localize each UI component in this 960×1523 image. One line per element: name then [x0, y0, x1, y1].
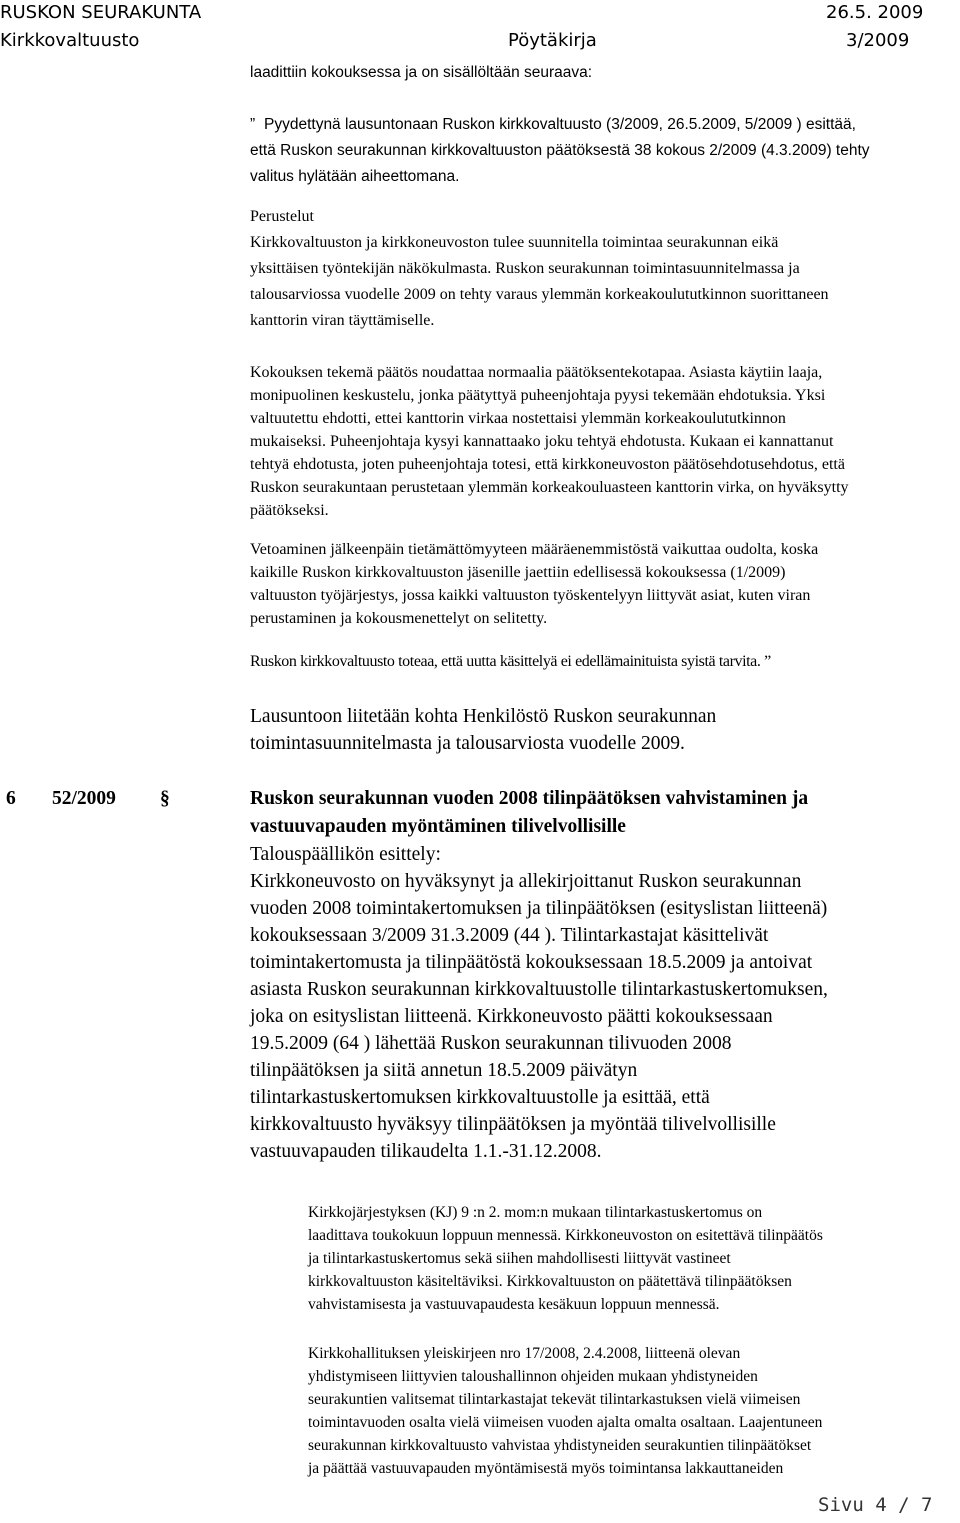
- item-code: 52/2009: [52, 788, 116, 809]
- item-title-line: Ruskon seurakunnan vuoden 2008 tilinpäätöksen vahvistaminen ja: [250, 788, 809, 809]
- item-body-line: 19.5.2009 (64 ) lähettää Ruskon seurakunnan tilivuoden 2008: [250, 1033, 732, 1054]
- paragraph-line: valtuuston työjärjestys, jossa kaikki valtuuston työskentelyyn liittyvät asiat, kuten viran: [250, 587, 811, 604]
- quote-open-mark: ”: [250, 116, 256, 133]
- paragraph-line: toimintasuunnitelmasta ja talousarviosta vuodelle 2009.: [250, 733, 685, 754]
- item-body-line: asiasta Ruskon seurakunnan kirkkovaltuustolle tilintarkastuskertomuksen,: [250, 979, 828, 1000]
- conclusion-line: [250, 653, 771, 671]
- paragraph-line: ja tilintarkastuskertomus sekä siihen mahdollisesti liittyvät vastineet: [308, 1250, 731, 1267]
- paragraph-line: Ruskon seurakuntaan perustetaan ylemmän korkeakouluasteen kanttorin virka, on hyväksytty: [250, 479, 849, 496]
- conclusion-text: Ruskon kirkkovaltuusto toteaa, että uutta käsittelyä ei edellämainituista syistä tarvita.: [250, 653, 761, 670]
- item-body-line: tilintarkastuskertomuksen kirkkovaltuustolle ja esittää, että: [250, 1087, 710, 1108]
- perustelut-line: Kirkkovaltuuston ja kirkkoneuvoston tulee suunnitella toimintaa seurakunnan eikä: [250, 234, 779, 251]
- perustelut-heading: Perustelut: [250, 208, 314, 225]
- item-body-line: toimintakertomusta ja tilinpäätöstä kokouksessaan 18.5.2009 ja antoivat: [250, 952, 813, 973]
- paragraph-line: tehtyä ehdotusta, joten puheenjohtaja totesi, että kirkkoneuvoston päätösehdotusehdotus, että: [250, 456, 845, 473]
- proposer-label: Talouspäällikön esittely:: [250, 844, 441, 865]
- perustelut-line: talousarviossa vuodelle 2009 on tehty varaus ylemmän korkeakoulututkinnon suorittaneen: [250, 286, 829, 303]
- paragraph-line: kirkkovaltuuston käsiteltäviksi. Kirkkovaltuuston on päätettävä tilinpäätöksen: [308, 1273, 792, 1290]
- document-number: 3/2009: [846, 30, 910, 51]
- page-header-row-1: [0, 0, 960, 26]
- paragraph-line: seurakuntien valitsemat tilintarkastajat tekevät tilintarkastuksen vielä viimeisen: [308, 1391, 801, 1408]
- document-type: Pöytäkirja: [508, 30, 597, 51]
- page-header-row-2: [0, 28, 960, 54]
- item-number: 6: [6, 788, 16, 809]
- quote-line: Pyydettynä lausuntonaan Ruskon kirkkovaltuusto (3/2009, 26.5.2009, 5/2009 ) esittää,: [264, 116, 856, 133]
- item-body-line: vastuuvapauden tilikaudelta 1.1.-31.12.2008.: [250, 1141, 602, 1162]
- item-body-line: kirkkovaltuusto hyväksyy tilinpäätöksen ja myöntää tilivelvollisille: [250, 1114, 776, 1135]
- paragraph-line: ja päättää vastuuvapauden myöntämisestä myös toimintansa lakkauttaneiden: [308, 1460, 784, 1477]
- paragraph-line: toimintavuoden osalta vielä viimeisen vuoden ajalta omalta osaltaan. Laajentuneen: [308, 1414, 823, 1431]
- paragraph-line: valtuutettu ehdotti, ettei kanttorin virkaa nostettaisi ylemmän korkeakoulututkinnon: [250, 410, 786, 427]
- paragraph-line: Vetoaminen jälkeenpäin tietämättömyyteen määräenemmistöstä vaikuttaa oudolta, koska: [250, 541, 819, 558]
- meeting-date: 26.5. 2009: [826, 2, 924, 23]
- paragraph-line: monipuolinen keskustelu, jonka päätyttyä puheenjohtaja pyysi tekemään ehdotuksia. Yksi: [250, 387, 826, 404]
- paragraph-line: kaikille Ruskon kirkkovaltuuston jäsenille jaettiin edellisessä kokouksessa (1/2009): [250, 564, 786, 581]
- paragraph-line: Kirkkohallituksen yleiskirjeen nro 17/2008, 2.4.2008, liitteenä olevan: [308, 1345, 741, 1362]
- item-body-line: tilinpäätöksen ja siitä annetun 18.5.2009 päivätyn: [250, 1060, 638, 1081]
- quote-close-mark: ”: [760, 653, 771, 670]
- paragraph-line: perustaminen ja kokousmenettelyt on selitetty.: [250, 610, 548, 627]
- item-body-line: Kirkkoneuvosto on hyväksynyt ja allekirjoittanut Ruskon seurakunnan: [250, 871, 802, 892]
- body-name: Kirkkovaltuusto: [0, 30, 140, 51]
- page-number: Sivu 4 / 7: [818, 1494, 933, 1516]
- paragraph-line: laadittava toukokuun loppuun mennessä. Kirkkoneuvoston on esitettävä tilinpäätös: [308, 1227, 823, 1244]
- paragraph-line: Kokouksen tekemä päätös noudattaa normaalia päätöksentekotapaa. Asiasta käytiin laaja,: [250, 364, 823, 381]
- paragraph-line: seurakunnan kirkkovaltuusto vahvistaa yhdistyneiden seurakuntien tilinpäätökset: [308, 1437, 812, 1454]
- paragraph-line: Lausuntoon liitetään kohta Henkilöstö Ruskon seurakunnan: [250, 706, 717, 727]
- quote-line: että Ruskon seurakunnan kirkkovaltuuston päätöksestä 38 kokous 2/2009 (4.3.2009) tehty: [250, 142, 870, 159]
- paragraph-line: vahvistamisesta ja vastuuvapaudesta kesäkuun loppuun mennessä.: [308, 1296, 720, 1313]
- item-body-line: kokouksessaan 3/2009 31.3.2009 (44 ). Tilintarkastajat käsittelivät: [250, 925, 769, 946]
- item-title-line: vastuuvapauden myöntäminen tilivelvollisille: [250, 816, 626, 837]
- paragraph-line: päätökseksi.: [250, 502, 329, 519]
- section-sign: §: [160, 788, 170, 809]
- item-body-line: joka on esityslistan liitteenä. Kirkkoneuvosto päätti kokouksessaan: [250, 1006, 773, 1027]
- perustelut-line: kanttorin viran täyttämiselle.: [250, 312, 435, 329]
- paragraph-line: mukaiseksi. Puheenjohtaja kysyi kannattaako joku tehtyä ehdotusta. Kukaan ei kannattanut: [250, 433, 834, 450]
- quote-line: valitus hylätään aiheettomana.: [250, 168, 460, 185]
- perustelut-line: yksittäisen työntekijän näkökulmasta. Ruskon seurakunnan toimintasuunnitelmassa ja: [250, 260, 800, 277]
- organization-name: RUSKON SEURAKUNTA: [0, 2, 202, 23]
- paragraph-line: Kirkkojärjestyksen (KJ) 9 :n 2. mom:n mukaan tilintarkastuskertomus on: [308, 1204, 763, 1221]
- paragraph-line: yhdistymiseen liittyvien taloushallinnon ohjeiden mukaan yhdistyneiden: [308, 1368, 758, 1385]
- item-body-line: vuoden 2008 toimintakertomuksen ja tilinpäätöksen (esityslistan liitteenä): [250, 898, 828, 919]
- intro-text: laadittiin kokouksessa ja on sisällöltään seuraava:: [250, 64, 593, 81]
